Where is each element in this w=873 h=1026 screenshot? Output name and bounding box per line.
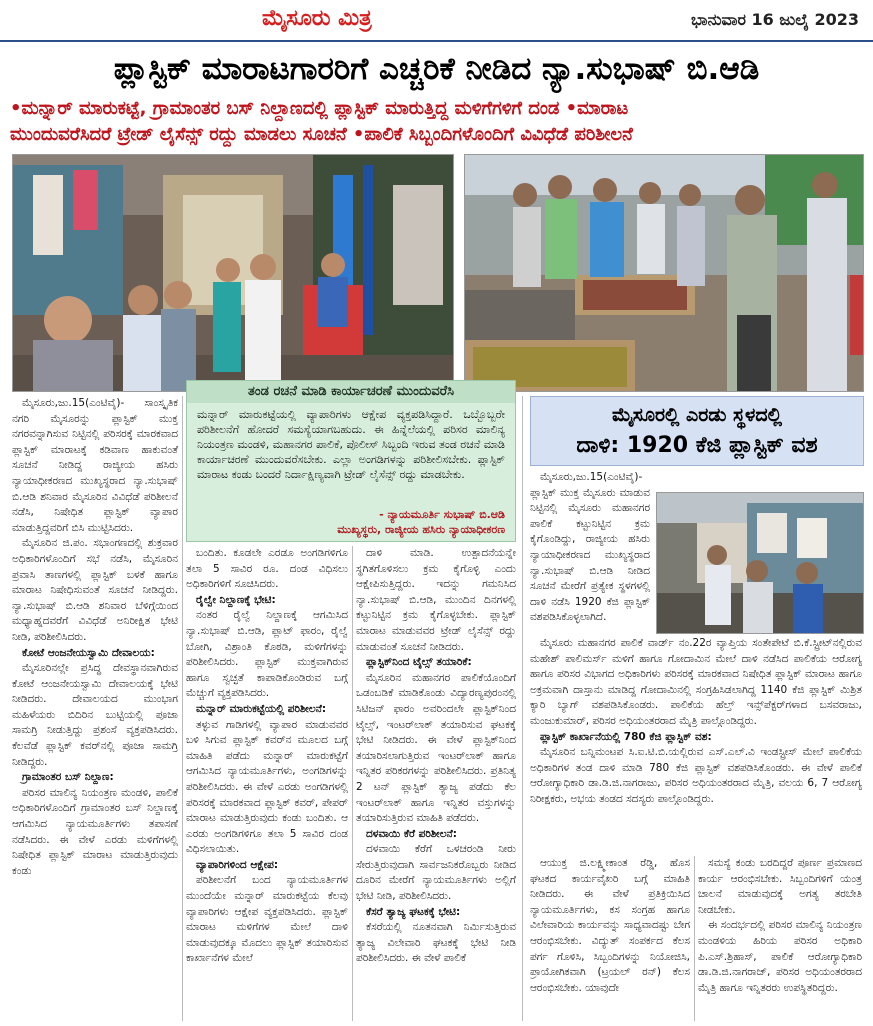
quote-author-title: ಮುಖ್ಯಸ್ಥರು, ರಾಜ್ಯೀಯ ಹಸಿರು ನ್ಯಾಯಾಧೀಕರಣ <box>337 523 505 536</box>
col3-subheading: ಪ್ಲಾಸ್ಟಿಕ್‌ನಿಂದ ಟೈಲ್ಸ್ ತಯಾರಿಕೆ: <box>366 656 472 669</box>
paper-name: ಮೈಸೂರು ಮಿತ್ರ <box>262 6 372 31</box>
quote-text: ಮನ್ನಾರ್ ಮಾರುಕಟ್ಟೆಯಲ್ಲಿ ವ್ಯಾಪಾರಿಗಳು ಆಕ್ಷೇಪ ವ್ಯಕ್ತಪಡಿಸಿದ್ದಾರೆ. ಒಬ್ಬೊಬ್ಬರೇ ಪರಿಶೀಲನೆಗೆ ಹೋದರೆ ಸಮಸ್ಯೆಯಾಗಬಹುದು. ಈ ಹಿನ್ನೆಲೆಯಲ್ಲಿ ಪರಿಸರ ಮಾಲಿನ್ಯ ನಿಯಂತ್ರಣ ಮಂಡಳಿ, ಮಹಾನಗರ ಪಾಲಿಕೆ, ಪೊಲೀಸ್ ಸಿಬ್ಬಂದಿ ಇರುವ ತಂಡ ರಚನೆ ಮಾಡಿ ಕಾರ್ಯಾಚರಣೆ ಮುಂದುವರೆಸಬೇಕು. ಎಲ್ಲಾ ಅಂಗಡಿಗಳನ್ನು ಪರಿಶೀಲಿಸಬೇಕು. ಪ್ಲಾಸ್ಟಿಕ್ ಮಾರಾಟ ಕಂಡು ಬಂದರೆ ನಿರ್ದಾಕ್ಷಿಣ್ಯವಾಗಿ ಟ್ರೇಡ್ ಲೈಸೆನ್ಸ್ ರದ್ದು ಮಾಡಬೇಕು. <box>197 408 505 481</box>
second-story-subheading: ಪ್ಲಾಸ್ಟಿಕ್ ಕಾರ್ಖಾನೆಯಲ್ಲಿ 780 ಕೆಜಿ ಪ್ಲಾಸ್ಟಿಕ್ ವಶ: <box>540 730 712 743</box>
col2-paragraph: ಪರಿಶೀಲನೆಗೆ ಬಂದ ನ್ಯಾಯಮೂರ್ತಿಗಳ ಮುಂದೆಯೇ ಮನ್ನಾರ್ ಮಾರುಕಟ್ಟೆಯ ಕೆಲವು ವ್ಯಾಪಾರಿಗಳು ಆಕ್ಷೇಪ ವ್ಯಕ್ತಪಡಿಸಿದರು. ಪ್ಲಾಸ್ಟಿಕ್ ಮಾರಾಟ ಮಳಿಗೆಗಳ ಮೇಲೆ ದಾಳಿ ಮಾಡುವುದಕ್ಕೂ ಮೊದಲು ಪ್ಲಾಸ್ಟಿಕ್ ತಯಾರಿಸುವ ಕಾರ್ಖಾನೆಗಳ ಮೇಲೆ <box>186 874 348 965</box>
col3-paragraph: ಮೈಸೂರಿನ ಮಹಾನಗರ ಪಾಲಿಕೆಯೊಂದಿಗೆ ಒಡಂಬಡಿಕೆ ಮಾಡಿಕೊಂಡು ವಿದ್ಯಾರಣ್ಯಪುರಂನಲ್ಲಿ ಸಿಟಿಜನ್ ಫಾರಂ ಅವರಿಂದಲೇ ಪ್ಲಾಸ್ಟಿಕ್‌ನಿಂದ ಟೈಲ್ಸ್, ಇಂಟರ್‌ಲಾಕ್ ತಯಾರಿಸುವ ಘಟಕಕ್ಕೆ ಭೇಟಿ ನೀಡಿದರು. ಈ ವೇಳೆ ಪ್ಲಾಸ್ಟಿಕ್‌ನಿಂದ ತಯಾರಿಸಲಾಗುತ್ತಿರುವ ಇಂಟರ್‌ಲಾಕ್ ಹಾಗೂ ಇನ್ನಿತರ ಪರಿಕರಗಳನ್ನು ಪರಿಶೀಲಿಸಿದರು. ಪ್ರತಿನಿತ್ಯ 2 ಟನ್ ಪ್ಲಾಸ್ಟಿಕ್ ತ್ಯಾಜ್ಯ ಪಡೆದು ಕೆಲ ಇಂಟರ್‌ಲಾಕ್ ಹಾಗೂ ಇನ್ನಿತರ ವಸ್ತುಗಳನ್ನು ತಯಾರಿಸುತ್ತಿರುವ ಮಾಹಿತಿ ಪಡೆದರು. <box>356 671 516 825</box>
second-story-body <box>530 636 862 850</box>
column-divider <box>352 546 353 1021</box>
second-story-paragraph: ಮೈಸೂರು,ಜು.15(ಎಂಟಿವೈ)- ಪ್ಲಾಸ್ಟಿಕ್ ಮುಕ್ತ ಮೈಸೂರು ಮಾಡುವ ನಿಟ್ಟಿನಲ್ಲಿ ಮೈಸೂರು ಮಹಾನಗರ ಪಾಲಿಕೆ ಕಟ್ಟುನಿಟ್ಟಿನ ಕ್ರಮ ಕೈಗೊಂಡಿದ್ದು, ರಾಜ್ಯೀಯ ಹಸಿರು ನ್ಯಾಯಾಧೀಕರಣದ ಮುಖ್ಯಸ್ಥರಾದ ನ್ಯಾ.ಸುಭಾಷ್ ಬಿ.ಆಡಿ ನೀಡಿದ ಸೂಚನೆ ಮೇರೆಗೆ ಪ್ರತ್ಯೇಕ ಸ್ಥಳಗಳಲ್ಲಿ ದಾಳಿ ನಡೆಸಿ 1920 ಕೆಜಿ ಪ್ಲಾಸ್ಟಿಕ್ ವಶಪಡಿಸಿಕೊಳ್ಳಲಾಗಿದೆ. <box>530 471 650 624</box>
col4-paragraph: ಆಯುಕ್ತ ಜಿ.ಲಕ್ಷ್ಮೀಕಾಂತ ರೆಡ್ಡಿ, ಹೊಸ ಘಟಕದ ಕಾರ್ಯವೈಖರಿ ಬಗ್ಗೆ ಮಾಹಿತಿ ನೀಡಿದರು. ಈ ವೇಳೆ ಪ್ರತಿಕ್ರಿಯಿಸಿದ ನ್ಯಾಯಮೂರ್ತಿಗಳು, ಕಸ ಸಂಗ್ರಹ ಹಾಗೂ ವಿಲೇವಾರಿಯ ಕಾರ್ಯವನ್ನು ಸಾಧ್ಯವಾದಷ್ಟು ಬೇಗ ಆರಂಭಿಸಬೇಕು. ವಿದ್ಯುತ್ ಸಂಪರ್ಕದ ಕೆಲಸ ಪರ್ಗ ಗೊಳಿಸಿ, ಸಿಬ್ಬಂದಿಗಳನ್ನು ನಿಯೋಜಿಸಿ, ಪ್ರಾಯೋಗಿಕವಾಗಿ (ಟ್ರಯಲ್ ರನ್) ಕೆಲಸ ಆರಂಭಿಸಬೇಕು. ಯಾವುದೇ <box>530 857 690 994</box>
inspection-photo <box>464 154 864 392</box>
column-divider <box>694 856 695 1021</box>
col1-paragraph: ಮೈಸೂರು,ಜು.15(ಎಂಟಿವೈ)- ಸಾಂಸ್ಕೃತಿಕ ನಗರಿ ಮೈಸೂರನ್ನು ಪ್ಲಾಸ್ಟಿಕ್ ಮುಕ್ತ ನಗರವನ್ನಾಗಿಸುವ ನಿಟ್ಟಿನಲ್ಲಿ ಪರಿಸರಕ್ಕೆ ಮಾರಕವಾದ ಪ್ಲಾಸ್ಟಿಕ್ ಮಾರಾಟಕ್ಕೆ ಕಡಿವಾಣ ಹಾಕುವಂತೆ ಸೂಚನೆ ನೀಡಿದ್ದ ರಾಜ್ಯೀಯ ಹಸಿರು ನ್ಯಾಯಾಧೀಕರಣದ ಮುಖ್ಯಸ್ಥರಾದ ನ್ಯಾ.ಸುಭಾಷ್ ಬಿ.ಆಡಿ ಶನಿವಾರ ಮೈಸೂರಿನ ವಿವಿಧೆಡೆ ಪರಿಶೀಲನೆ ನಡೆಸಿ, ನಿಷೇಧಿತ ಪ್ಲಾಸ್ಟಿಕ್ ವ್ಯಾಪಾರ ಮಾಡುತ್ತಿದ್ದವರಿಗೆ ಬಿಸಿ ಮುಟ್ಟಿಸಿದರು. <box>12 397 178 534</box>
issue-date: ಭಾನುವಾರ 16 ಜುಲೈ 2023 <box>691 10 859 29</box>
col3-subheading: ಕೆಸರೆ ತ್ಯಾಜ್ಯ ಘಟಕಕ್ಕೆ ಭೇಟಿ: <box>366 905 461 918</box>
col3-paragraph: ದಾಳಿ ಮಾಡಿ. ಉತ್ಪಾದನೆಯನ್ನೇ ಸ್ಥಗಿತಗೊಳಿಸಲು ಕ್ರಮ ಕೈಗೊಳ್ಳಿ ಎಂದು ಆಕ್ಷೇಪಿಸುತ್ತಿದ್ದರು. ಇದನ್ನು ಗಮನಿಸಿದ ನ್ಯಾ.ಸುಭಾಷ್ ಬಿ.ಆಡಿ, ಮುಂದಿನ ದಿನಗಳಲ್ಲಿ ಕಟ್ಟುನಿಟ್ಟಿನ ಕ್ರಮ ಕೈಗೊಳ್ಳಬೇಕು. ಪ್ಲಾಸ್ಟಿಕ್ ಮಾರಾಟ ಮಾಡುವವರ ಟ್ರೇಡ್ ಲೈಸೆನ್ಸ್ ರದ್ದು ಮಾಡುವಂತೆ ಸೂಚನೆ ನೀಡಿದರು. <box>356 547 516 653</box>
col3-paragraph: ದಳವಾಯಿ ಕೆರೆಗೆ ಒಳಚರಂಡಿ ನೀರು ಸೇರುತ್ತಿರುವುದಾಗಿ ಸಾರ್ವಜನಿಕರೊಬ್ಬರು ನೀಡಿದ ದೂರಿನ ಮೇರೆಗೆ ನ್ಯಾಯಮೂರ್ತಿಗಳು ಅಲ್ಲಿಗೆ ಭೇಟಿ ನೀಡಿ, ಪರಿಶೀಲಿಸಿದರು. <box>356 843 516 903</box>
second-story-paragraph: ಮೈಸೂರಿನ ಬನ್ನಿಮಂಟಪ ಸಿ.ಐ.ಟಿ.ಬಿ.ಯಲ್ಲಿರುವ ಎಸ್.ಎಲ್.ವಿ ಇಂಡಸ್ಟ್ರೀಸ್ ಮೇಲೆ ಪಾಲಿಕೆಯ ಅಧಿಕಾರಿಗಳ ತಂಡ ದಾಳಿ ಮಾಡಿ 780 ಕೆಜಿ ಪ್ಲಾಸ್ಟಿಕ್ ವಶಪಡಿಸಿಕೊಂಡರು. ಈ ವೇಳೆ ಪಾಲಿಕೆ ಆರೋಗ್ಯಾಧಿಕಾರಿ ಡಾ.ಡಿ.ಜಿ.ನಾಗರಾಜು, ಪರಿಸರ ಅಧಿಯಂತರರಾದ ಮೈತ್ರಿ, ವಲಯ 6, 7 ಆರೋಗ್ಯ ನಿರೀಕ್ಷಕರು, ಅಭಯ ತಂಡದ ಸದಸ್ಯರು ಪಾಲ್ಗೊಂಡಿದ್ದರು. <box>530 746 862 805</box>
quote-author: - ನ್ಯಾಯಮೂರ್ತಿ ಸುಭಾಷ್ ಬಿ.ಆಡಿ <box>379 508 505 521</box>
article-column-5 <box>698 856 862 1026</box>
quote-attribution <box>197 507 505 539</box>
col3-paragraph: ಕೆಸರೆಯಲ್ಲಿ ನೂತನವಾಗಿ ನಿರ್ಮಿಸುತ್ತಿರುವ ತ್ಯಾಜ್ಯ ವಿಲೇವಾರಿ ಘಟಕಕ್ಕೆ ಭೇಟಿ ನೀಡಿ ಪರಿಶೀಲಿಸಿದರು. ಈ ವೇಳೆ ಪಾಲಿಕೆ <box>356 921 516 965</box>
quote-box <box>186 380 516 542</box>
second-story-title-line-2: ದಾಳಿ: 1920 ಕೆಜಿ ಪ್ಲಾಸ್ಟಿಕ್ ವಶ <box>576 433 818 458</box>
col2-subheading: ಮನ್ನಾರ್ ಮಾರುಕಟ್ಟೆಯಲ್ಲಿ ಪರಿಶೀಲನೆ: <box>196 702 327 715</box>
second-story-title <box>530 396 864 466</box>
col3-subheading: ದಳವಾಯಿ ಕೆರೆ ಪರಿಶೀಲನೆ: <box>366 827 457 840</box>
col1-subheading: ಕೋಟೆ ಆಂಜನೇಯಸ್ವಾಮಿ ದೇವಾಲಯ: <box>22 646 155 659</box>
col2-paragraph: ನಂತರ ರೈಲ್ವೆ ನಿಲ್ದಾಣಕ್ಕೆ ಆಗಮಿಸಿದ ನ್ಯಾ.ಸುಭಾಷ್ ಬಿ.ಆಡಿ, ಪ್ಲಾಟ್ ಫಾರಂ, ರೈಲ್ವೆ ಬೋಗಿ, ವಿಶ್ರಾಂತಿ ಕೊಠಡಿ, ಮಳಿಗೆಗಳನ್ನು ಪರಿಶೀಲಿಸಿದರು. ಪ್ಲಾಸ್ಟಿಕ್ ಮುಕ್ತವಾಗಿರುವ ಹಾಗೂ ಸ್ವಚ್ಛತೆ ಕಾಪಾಡಿಕೊಂಡಿರುವ ಬಗ್ಗೆ ಮೆಚ್ಚುಗೆ ವ್ಯಕ್ತಪಡಿಸಿದರು. <box>186 609 348 700</box>
quote-heading: ತಂಡ ರಚನೆ ಮಾಡಿ ಕಾರ್ಯಾಚರಣೆ ಮುಂದುವರೆಸಿ <box>187 381 515 403</box>
seized-plastic-photo <box>656 492 864 634</box>
col5-paragraph: ಸಮಸ್ಯೆ ಕಂಡು ಬರದಿದ್ದರೆ ಪೂರ್ಣ ಪ್ರಮಾಣದ ಕಾರ್ಯ ಆರಂಭಿಸಬೇಕು. ಸಿಬ್ಬಂದಿಗಳಿಗೆ ಯಂತ್ರ ಚಾಲನೆ ಮಾಡುವುದಕ್ಕೆ ಅಗತ್ಯ ತರಬೇತಿ ನೀಡಬೇಕು. <box>698 857 862 916</box>
market-photo <box>12 154 454 392</box>
col5-paragraph: ಈ ಸಂದರ್ಭದಲ್ಲಿ ಪರಿಸರ ಮಾಲಿನ್ಯ ನಿಯಂತ್ರಣ ಮಂಡಳಿಯ ಹಿರಿಯ ಪರಿಸರ ಅಧಿಕಾರಿ ಪಿ.ಎಸ್.ಶ್ರಿಹಾಸ್, ಪಾಲಿಕೆ ಆರೋಗ್ಯಾಧಿಕಾರಿ ಡಾ.ಡಿ.ಜಿ.ನಾಗರಾಜ್, ಪರಿಸರ ಅಧಿಯಂತರರಾದ ಮೈತ್ರಿ ಹಾಗೂ ಇನ್ನಿತರರು ಉಪಸ್ಥಿತರಿದ್ದರು. <box>698 919 862 994</box>
second-story-lead <box>530 470 650 635</box>
second-story-paragraph: ಮೈಸೂರು ಮಹಾನಗರ ಪಾಲಿಕೆ ವಾರ್ಡ್ ನಂ.22ರ ವ್ಯಾಪ್ತಿಯ ಸಂತೇಪೇಟೆ ಬಿ.ಕೆ.ಸ್ಟ್ರೀಟ್‌ನಲ್ಲಿರುವ ಮಹೇಶ್ ಪಾಲಿಮರ್ಸ್ ಮಳಿಗೆ ಹಾಗೂ ಗೋದಾಮಿನ ಮೇಲೆ ದಾಳಿ ನಡೆಸಿದ ಪಾಲಿಕೆಯ ಆರೋಗ್ಯ ಹಾಗೂ ಪರಿಸರ ವಿಭಾಗದ ಅಧಿಕಾರಿಗಳು ಪರಿಸರಕ್ಕೆ ಮಾರಕವಾದ ನಿಷೇಧಿತ ಪ್ಲಾಸ್ಟಿಕ್ ಮಾರಾಟ ಹಾಗೂ ಅಕ್ರಮವಾಗಿ ದಾಸ್ತಾನು ಮಾಡಿದ್ದ ಗೋದಾಮಿನಲ್ಲಿ ಸಂಗ್ರಹಿಸಿಡಲಾಗಿದ್ದ 1140 ಕೆಜಿ ಪ್ಲಾಸ್ಟಿಕ್ ಮಿಶ್ರಿತ ಕ್ಯಾರಿ ಬ್ಯಾಗ್ ವಶಪಡಿಸಿಕೊಂಡರು. ಪಾಲಿಕೆಯ ಹೆಲ್ತ್ ಇನ್ಸ್‌ಪೆಕ್ಟರ್‌ಗಳಾದ ಬಸವರಾಜು, ಮಂಜುಕುಮಾರ್, ಪರಿಸರ ಅಧಿಯಂತರರಾದ ಮೈತ್ರಿ ಪಾಲ್ಗೊಂಡಿದ್ದರು. <box>530 637 862 727</box>
col2-subheading: ರೈಲ್ವೇ ನಿಲ್ದಾಣಕ್ಕೆ ಭೇಟಿ: <box>196 593 276 606</box>
article-column-4 <box>530 856 690 1026</box>
subhead-line-2: ಮುಂದುವರೆಸಿದರೆ ಟ್ರೇಡ್ ಲೈಸೆನ್ಸ್ ರದ್ದು ಮಾಡಲು ಸೂಚನೆ •ಪಾಲಿಕೆ ಸಿಬ್ಬಂದಿಗಳೊಂದಿಗೆ ವಿವಿಧೆಡೆ ಪರಿಶೀಲನೆ <box>10 124 633 145</box>
article-column-1 <box>12 396 178 1026</box>
article-column-2 <box>186 546 348 1026</box>
col2-paragraph: ಬಂದಿತು. ಕೂಡಲೇ ಎರಡೂ ಅಂಗಡಿಗಳಿಗೂ ತಲಾ 5 ಸಾವಿರ ರೂ. ದಂಡ ವಿಧಿಸಲು ಅಧಿಕಾರಿಗಳಿಗೆ ಸೂಚಿಸಿದರು. <box>186 547 348 591</box>
col2-subheading: ವ್ಯಾಪಾರಿಗಳಿಂದ ಆಕ್ಷೇಪ: <box>196 858 279 871</box>
article-column-3 <box>356 546 516 1026</box>
subhead-line-1: •ಮನ್ನಾರ್ ಮಾರುಕಟ್ಟೆ, ಗ್ರಾಮಾಂತರ ಬಸ್ ನಿಲ್ದಾಣದಲ್ಲಿ ಪ್ಲಾಸ್ಟಿಕ್ ಮಾರುತ್ತಿದ್ದ ಮಳಿಗೆಗಳಿಗೆ ದಂಡ •ಮಾರಾಟ <box>10 98 629 119</box>
column-divider <box>522 396 523 1021</box>
col1-paragraph: ಮೈಸೂರಿನಲ್ಲೇ ಪ್ರಸಿದ್ಧ ದೇವಸ್ಥಾನವಾಗಿರುವ ಕೋಟೆ ಆಂಜನೇಯಸ್ವಾಮಿ ದೇವಾಲಯಕ್ಕೆ ಭೇಟಿ ನೀಡಿದರು. ದೇವಾಲಯದ ಮುಂಭಾಗ ಮಹಿಳೆಯರು ಬಿದಿರಿನ ಬುಟ್ಟಿಯಲ್ಲಿ ಪೂಜಾ ಸಾಮಗ್ರಿ ನೀಡುತ್ತಿದ್ದು ಪ್ರಶಂಸೆ ವ್ಯಕ್ತಪಡಿಸಿದರು. ಕೆಲವೆಡೆ ಪ್ಲಾಸ್ಟಿಕ್ ಕವರ್‌ನಲ್ಲಿ ಪೂಜಾ ಸಾಮಗ್ರಿ ನೀಡಿದ್ದರು. <box>12 662 178 768</box>
col1-paragraph: ಮೈಸೂರಿನ ಜಿ.ಪಂ. ಸಭಾಂಗಣದಲ್ಲಿ ಶುಕ್ರವಾರ ಅಧಿಕಾರಿಗಳೊಂದಿಗೆ ಸಭೆ ನಡೆಸಿ, ಮೈಸೂರಿನ ಪ್ರವಾಸಿ ತಾಣಗಳಲ್ಲಿ ಪ್ಲಾಸ್ಟಿಕ್ ಬಳಕೆ ಹಾಗೂ ಮಾರಾಟ ನಿಷೇಧಿಸುವಂತೆ ಸೂಚನೆ ನೀಡಿದ್ದರು. ನ್ಯಾ.ಸುಭಾಷ್ ಬಿ.ಆಡಿ ಶನಿವಾರ ಬೆಳಿಗ್ಗೆಯಿಂದ ಮಧ್ಯಾಹ್ನದವರೆಗೆ ವಿವಿಧೆಡೆ ಅನಿರೀಕ್ಷಿತ ಭೇಟಿ ನೀಡಿ, ಪರಿಶೀಲಿಸಿದರು. <box>12 537 178 643</box>
headline: ಪ್ಲಾಸ್ಟಿಕ್ ಮಾರಾಟಗಾರರಿಗೆ ಎಚ್ಚರಿಕೆ ನೀಡಿದ ನ್ಯಾ.ಸುಭಾಷ್ ಬಿ.ಆಡಿ <box>113 51 760 87</box>
second-story-title-line-1: ಮೈಸೂರಲ್ಲಿ ಎರಡು ಸ್ಥಳದಲ್ಲಿ <box>611 404 783 426</box>
col1-paragraph: ಪರಿಸರ ಮಾಲಿನ್ಯ ನಿಯಂತ್ರಣ ಮಂಡಳಿ, ಪಾಲಿಕೆ ಅಧಿಕಾರಿಗಳೊಂದಿಗೆ ಗ್ರಾಮಾಂತರ ಬಸ್ ನಿಲ್ದಾಣಕ್ಕೆ ಆಗಮಿಸಿದ ನ್ಯಾಯಮೂರ್ತಿಗಳು ತಪಾಸಣೆ ನಡೆಸಿದರು. ಈ ವೇಳೆ ಎರಡು ಮಳಿಗೆಗಳಲ್ಲಿ ನಿಷೇಧಿತ ಪ್ಲಾಸ್ಟಿಕ್ ಮಾರಾಟ ಮಾಡುತ್ತಿರುವುದು ಕಂಡು <box>12 786 178 877</box>
subheadline <box>10 96 863 148</box>
masthead <box>0 0 873 42</box>
col1-subheading: ಗ್ರಾಮಾಂತರ ಬಸ್ ನಿಲ್ದಾಣ: <box>22 771 114 784</box>
column-divider <box>182 396 183 1021</box>
col2-paragraph: ತಳ್ಳುವ ಗಾಡಿಗಳಲ್ಲಿ ವ್ಯಾಪಾರ ಮಾಡುವವರ ಬಳಿ ಸಿಗುವ ಪ್ಲಾಸ್ಟಿಕ್ ಕವರ್‌ನ ಮೂಲದ ಬಗ್ಗೆ ಮಾಹಿತಿ ಪಡೆದು ಮನ್ನಾರ್ ಮಾರುಕಟ್ಟೆಗೆ ಆಗಮಿಸಿದ ನ್ಯಾಯಮೂರ್ತಿಗಳು, ಅಂಗಡಿಗಳನ್ನು ಪರಿಶೀಲಿಸಿದರು. ಈ ವೇಳೆ ಎರಡು ಅಂಗಡಿಗಳಲ್ಲಿ ಪರಿಸರಕ್ಕೆ ಮಾರಕವಾದ ಪ್ಲಾಸ್ಟಿಕ್ ಕವರ್, ಪೇಪರ್ ಮಾರಾಟ ಮಾಡುತ್ತಿರುವುದು ಕಂಡು ಬಂದಿತು. ಆ ಎರಡು ಅಂಗಡಿಗಳಿಗೂ ತಲಾ 5 ಸಾವಿರ ದಂಡ ವಿಧಿಸಲಾಯಿತು. <box>186 718 348 856</box>
